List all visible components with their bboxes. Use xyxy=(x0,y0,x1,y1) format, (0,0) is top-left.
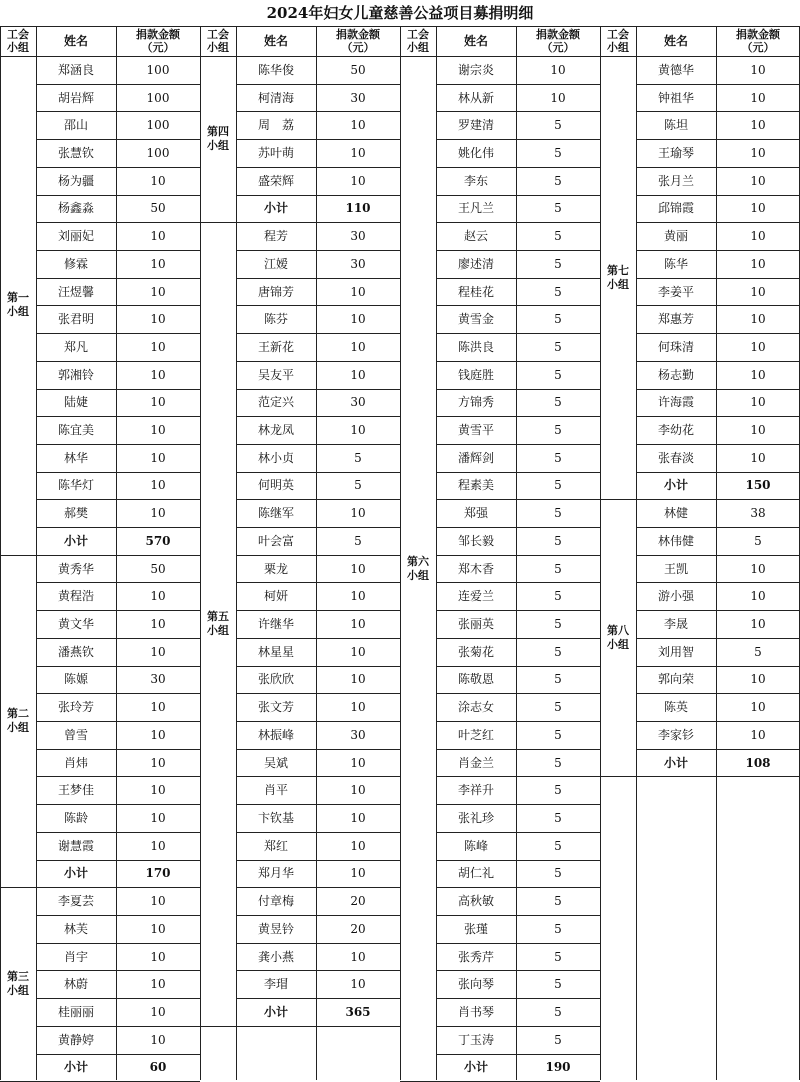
header-group: 工会 小组 xyxy=(207,28,229,54)
donor-name: 张丽英 xyxy=(457,617,494,632)
donation-amount: 5 xyxy=(554,561,562,576)
donor-name: 栗龙 xyxy=(263,561,288,576)
donation-amount: 5 xyxy=(554,506,562,521)
donor-name: 林华 xyxy=(63,450,88,465)
donor-name: 张瑾 xyxy=(463,921,488,936)
donor-name: 陈敬恩 xyxy=(457,672,494,687)
donor-name: 修霖 xyxy=(63,256,88,271)
donation-amount: 10 xyxy=(150,284,166,299)
donation-amount: 10 xyxy=(150,700,166,715)
donation-amount: 10 xyxy=(150,921,166,936)
donation-amount: 10 xyxy=(350,145,366,160)
donor-name: 程桂花 xyxy=(457,284,494,299)
donation-amount: 5 xyxy=(554,921,562,936)
donor-name: 邵山 xyxy=(63,118,88,133)
donation-amount: 10 xyxy=(150,811,166,825)
donor-name: 盛荣辉 xyxy=(257,173,294,188)
donation-amount: 10 xyxy=(150,339,166,354)
donor-name: 柯妍 xyxy=(263,589,288,604)
donor-name: 张向琴 xyxy=(457,977,494,992)
donation-amount: 10 xyxy=(750,201,766,216)
donor-name: 林龙凤 xyxy=(257,423,294,438)
donation-amount: 30 xyxy=(150,672,166,687)
donor-name: 郑月华 xyxy=(257,866,294,881)
donation-amount: 5 xyxy=(554,256,562,271)
donation-amount: 10 xyxy=(150,229,166,244)
donation-amount: 5 xyxy=(554,838,562,853)
donor-name: 林从新 xyxy=(457,90,494,105)
donation-amount: 5 xyxy=(554,145,562,160)
header-name: 姓名 xyxy=(63,33,88,48)
donor-name: 杨志勤 xyxy=(657,367,694,382)
subtotal-value: 190 xyxy=(545,1060,571,1075)
donation-amount: 5 xyxy=(554,1032,562,1047)
donor-name: 刘用智 xyxy=(657,644,694,659)
donor-name: 肖书琴 xyxy=(457,1004,494,1019)
donor-name: 张慧钦 xyxy=(57,145,94,160)
donation-amount: 10 xyxy=(550,90,566,105)
donor-name: 吴斌 xyxy=(263,755,288,770)
donation-amount: 5 xyxy=(354,533,362,548)
group-rule xyxy=(200,1026,400,1027)
donation-amount: 20 xyxy=(350,921,366,936)
donation-amount: 10 xyxy=(350,700,366,715)
donation-amount: 5 xyxy=(554,367,562,382)
donation-amount: 10 xyxy=(150,589,166,604)
donor-name: 黄丽 xyxy=(663,229,688,244)
donor-name: 陈华灯 xyxy=(57,478,94,493)
donor-name: 陈龄 xyxy=(63,811,88,825)
donor-name: 郑木香 xyxy=(457,561,494,576)
donation-amount: 10 xyxy=(350,644,366,659)
donor-name: 黄静婷 xyxy=(57,1032,94,1047)
donation-amount: 10 xyxy=(350,783,366,798)
donor-name: 林小贞 xyxy=(257,450,294,465)
header-group: 工会 小组 xyxy=(7,28,29,54)
donation-amount: 10 xyxy=(350,173,366,188)
donation-amount: 30 xyxy=(350,256,366,271)
donor-name: 李家钐 xyxy=(657,727,694,742)
donor-name: 唐锦芳 xyxy=(257,284,294,299)
donor-name: 李晟 xyxy=(663,617,688,632)
donation-amount: 5 xyxy=(554,201,562,216)
donation-amount: 10 xyxy=(750,727,766,742)
donation-amount: 10 xyxy=(750,173,766,188)
donation-amount: 10 xyxy=(150,173,166,188)
donor-name: 何明英 xyxy=(257,478,294,493)
group-label: 第三 小组 xyxy=(7,970,29,998)
donor-name: 张欣欣 xyxy=(257,672,294,687)
page-title: 2024年妇女儿童慈善公益项目募捐明细 xyxy=(266,4,534,22)
donation-amount: 5 xyxy=(554,755,562,770)
header-amount: 捐款金额 （元） xyxy=(736,28,780,54)
donation-amount: 5 xyxy=(554,617,562,632)
donation-amount: 10 xyxy=(750,700,766,715)
donor-name: 苏叶萌 xyxy=(257,145,294,160)
subtotal-label: 小计 xyxy=(263,201,288,216)
donor-name: 方锦秀 xyxy=(457,395,494,410)
donor-name: 何珠清 xyxy=(657,339,694,354)
group-label: 第六 小组 xyxy=(407,554,429,582)
donation-amount: 100 xyxy=(146,62,170,77)
donation-amount: 30 xyxy=(350,395,366,410)
donation-amount: 5 xyxy=(554,644,562,659)
donor-name: 邹长毅 xyxy=(457,533,494,548)
donor-name: 张玲芳 xyxy=(57,700,94,715)
donor-name: 陈宜美 xyxy=(57,423,94,438)
donor-name: 林星星 xyxy=(257,644,294,659)
donor-name: 张菊花 xyxy=(457,644,494,659)
subtotal-label: 小计 xyxy=(63,866,88,881)
donor-name: 高秋敏 xyxy=(457,894,494,909)
donor-name: 桂丽丽 xyxy=(57,1004,94,1019)
donor-name: 陈华俊 xyxy=(257,62,294,77)
donation-amount: 10 xyxy=(750,395,766,410)
header-name: 姓名 xyxy=(263,33,288,48)
donation-amount: 10 xyxy=(150,450,166,465)
donor-name: 王凯 xyxy=(663,561,688,576)
donor-name: 肖宇 xyxy=(63,949,88,964)
donation-amount: 10 xyxy=(750,90,766,105)
donor-name: 王凡兰 xyxy=(457,201,494,216)
donation-amount: 20 xyxy=(350,894,366,909)
group-label: 第二 小组 xyxy=(7,707,29,735)
donor-name: 许继华 xyxy=(257,617,294,632)
donation-amount: 30 xyxy=(350,229,366,244)
group-label: 第五 小组 xyxy=(207,610,229,638)
donation-amount: 10 xyxy=(150,367,166,382)
donation-amount: 10 xyxy=(550,62,566,77)
donor-name: 陈华 xyxy=(663,256,688,271)
donation-amount: 10 xyxy=(350,118,366,133)
donation-amount: 50 xyxy=(150,201,166,216)
donor-name: 黄昱钤 xyxy=(257,921,294,936)
table-column-block xyxy=(400,26,600,1080)
donor-name: 黄程浩 xyxy=(57,589,94,604)
donor-name: 陈芬 xyxy=(263,312,288,327)
group-label: 第一 小组 xyxy=(7,291,29,319)
donor-name: 张君明 xyxy=(57,312,94,327)
donation-amount: 10 xyxy=(750,312,766,327)
donation-amount: 10 xyxy=(350,589,366,604)
donation-amount: 10 xyxy=(150,644,166,659)
table-column-block xyxy=(600,26,800,1080)
donation-amount: 10 xyxy=(750,450,766,465)
donation-amount: 10 xyxy=(750,672,766,687)
donor-name: 陈洪良 xyxy=(457,339,494,354)
donation-amount: 10 xyxy=(750,62,766,77)
donation-amount: 5 xyxy=(554,229,562,244)
donor-name: 张春淡 xyxy=(657,450,694,465)
donor-name: 郑凡 xyxy=(63,339,88,354)
subtotal-value: 110 xyxy=(345,201,371,216)
donation-amount: 30 xyxy=(350,90,366,105)
donor-name: 林蔚 xyxy=(63,977,88,992)
donation-amount: 10 xyxy=(350,312,366,327)
donation-amount: 5 xyxy=(554,783,562,798)
donor-name: 郑红 xyxy=(263,838,288,853)
donor-name: 罗建清 xyxy=(457,118,494,133)
donor-name: 陆婕 xyxy=(63,395,88,410)
donor-name: 潘辉剑 xyxy=(457,450,494,465)
donation-amount: 10 xyxy=(750,256,766,271)
subtotal-label: 小计 xyxy=(463,1060,488,1075)
donor-name: 杨为疆 xyxy=(57,173,94,188)
donor-name: 陈坦 xyxy=(663,118,688,133)
donation-amount: 10 xyxy=(150,1004,166,1019)
subtotal-value: 60 xyxy=(149,1060,167,1075)
donor-name: 黄德华 xyxy=(657,62,694,77)
subtotal-label: 小计 xyxy=(63,533,88,548)
donor-name: 郑涵良 xyxy=(57,62,94,77)
donor-name: 郭湘铃 xyxy=(57,367,94,382)
donor-name: 张礼珍 xyxy=(457,811,494,825)
donation-amount: 5 xyxy=(554,339,562,354)
subtotal-label: 小计 xyxy=(263,1004,288,1019)
donation-amount: 10 xyxy=(150,423,166,438)
donor-name: 郝樊 xyxy=(63,506,88,521)
donor-name: 黄秀华 xyxy=(57,561,94,576)
subtotal-label: 小计 xyxy=(663,755,688,770)
donor-name: 谢慧霞 xyxy=(57,838,94,853)
donation-amount: 5 xyxy=(554,589,562,604)
donor-name: 肖金兰 xyxy=(457,755,494,770)
donation-amount: 10 xyxy=(350,866,366,881)
donation-amount: 10 xyxy=(750,367,766,382)
donation-amount: 5 xyxy=(554,727,562,742)
donation-amount: 5 xyxy=(554,949,562,964)
donation-amount: 5 xyxy=(554,1004,562,1019)
donation-amount: 5 xyxy=(554,450,562,465)
subtotal-value: 150 xyxy=(745,478,771,493)
donation-amount: 5 xyxy=(554,977,562,992)
header-amount: 捐款金额 （元） xyxy=(536,28,580,54)
donor-name: 林健 xyxy=(663,506,688,521)
donation-amount: 10 xyxy=(350,811,366,825)
donor-name: 陈英 xyxy=(663,700,688,715)
donor-name: 程芳 xyxy=(263,229,288,244)
donation-amount: 5 xyxy=(754,533,762,548)
table-column-block xyxy=(0,26,200,1080)
header-name: 姓名 xyxy=(663,33,688,48)
donation-amount: 10 xyxy=(150,727,166,742)
donation-amount: 10 xyxy=(150,838,166,853)
donation-amount: 5 xyxy=(354,478,362,493)
donation-amount: 100 xyxy=(146,145,170,160)
donor-name: 丁玉涛 xyxy=(457,1032,494,1047)
donation-amount: 10 xyxy=(150,894,166,909)
donor-name: 王新花 xyxy=(257,339,294,354)
donation-amount: 10 xyxy=(350,506,366,521)
donor-name: 江嫒 xyxy=(263,256,288,271)
donation-amount: 10 xyxy=(150,617,166,632)
donation-amount: 5 xyxy=(754,644,762,659)
header-group: 工会 小组 xyxy=(407,28,429,54)
donor-name: 黄文华 xyxy=(57,617,94,632)
subtotal-value: 108 xyxy=(745,755,771,770)
donor-name: 叶芝红 xyxy=(457,727,494,742)
header-amount: 捐款金额 （元） xyxy=(136,28,180,54)
donor-name: 潘燕钦 xyxy=(57,644,94,659)
subtotal-value: 365 xyxy=(345,1004,371,1019)
donor-name: 陈嫄 xyxy=(63,672,88,687)
donation-amount: 10 xyxy=(150,506,166,521)
donor-name: 肖炜 xyxy=(63,755,88,770)
donor-name: 林振峰 xyxy=(257,727,294,742)
donor-name: 卞钦基 xyxy=(257,811,294,825)
donation-amount: 5 xyxy=(354,450,362,465)
donation-amount: 5 xyxy=(554,118,562,133)
header-name: 姓名 xyxy=(463,33,488,48)
donation-amount: 10 xyxy=(750,339,766,354)
donation-amount: 5 xyxy=(554,312,562,327)
donor-name: 张文芳 xyxy=(257,700,294,715)
group-label: 第七 小组 xyxy=(607,263,629,291)
donation-amount: 10 xyxy=(350,977,366,992)
donor-name: 连爱兰 xyxy=(457,589,494,604)
donor-name: 游小强 xyxy=(657,589,694,604)
donor-name: 张秀芹 xyxy=(457,949,494,964)
donor-name: 廖述清 xyxy=(457,256,494,271)
donation-amount: 10 xyxy=(350,672,366,687)
donor-name: 许海霞 xyxy=(657,395,694,410)
header-group: 工会 小组 xyxy=(607,28,629,54)
donation-amount: 10 xyxy=(150,977,166,992)
donor-name: 黄雪平 xyxy=(457,423,494,438)
donor-name: 谢宗炎 xyxy=(457,62,494,77)
donor-name: 李幼花 xyxy=(657,423,694,438)
subtotal-label: 小计 xyxy=(663,478,688,493)
donor-name: 郑惠芳 xyxy=(657,312,694,327)
group-label: 第八 小组 xyxy=(607,623,629,651)
donation-amount: 50 xyxy=(350,62,366,77)
donation-amount: 10 xyxy=(750,617,766,632)
donation-amount: 50 xyxy=(150,561,166,576)
donor-name: 张月兰 xyxy=(657,173,694,188)
donor-name: 陈继军 xyxy=(257,506,294,521)
table-column-block xyxy=(200,26,400,1080)
donation-amount: 10 xyxy=(350,755,366,770)
donation-amount: 10 xyxy=(750,589,766,604)
donor-name: 钟祖华 xyxy=(657,90,694,105)
donation-amount: 10 xyxy=(750,284,766,299)
donation-amount: 10 xyxy=(750,229,766,244)
donation-amount: 10 xyxy=(150,478,166,493)
donor-name: 付章梅 xyxy=(257,894,294,909)
donor-name: 范定兴 xyxy=(257,395,294,410)
donation-amount: 10 xyxy=(350,561,366,576)
donor-name: 郭向荣 xyxy=(657,672,694,687)
donor-name: 王瑜琴 xyxy=(657,145,694,160)
donor-name: 肖平 xyxy=(263,783,288,798)
donation-amount: 10 xyxy=(350,339,366,354)
donation-amount: 100 xyxy=(146,90,170,105)
donation-amount: 100 xyxy=(146,118,170,133)
donation-amount: 10 xyxy=(750,118,766,133)
header-amount: 捐款金额 （元） xyxy=(336,28,380,54)
donor-name: 龚小燕 xyxy=(257,949,294,964)
donor-name: 胡仁礼 xyxy=(457,866,494,881)
donor-name: 胡岩辉 xyxy=(57,90,94,105)
donor-name: 郑强 xyxy=(463,506,488,521)
donor-name: 赵云 xyxy=(463,229,488,244)
donation-amount: 10 xyxy=(350,617,366,632)
donation-amount: 10 xyxy=(150,256,166,271)
donor-name: 李姜平 xyxy=(657,284,694,299)
donation-amount: 10 xyxy=(150,312,166,327)
donor-name: 林芙 xyxy=(63,921,88,936)
donor-name: 钱庭胜 xyxy=(457,367,494,382)
donation-amount: 5 xyxy=(554,672,562,687)
donor-name: 涂志女 xyxy=(457,700,494,715)
donation-amount: 5 xyxy=(554,284,562,299)
donation-amount: 10 xyxy=(350,284,366,299)
donation-amount: 5 xyxy=(554,478,562,493)
donor-name: 吴友平 xyxy=(257,367,294,382)
donation-amount: 10 xyxy=(350,949,366,964)
donation-amount: 30 xyxy=(350,727,366,742)
donor-name: 周 荔 xyxy=(257,118,294,133)
donor-name: 陈峰 xyxy=(463,838,488,853)
donor-name: 刘丽妃 xyxy=(57,229,94,244)
donation-amount: 10 xyxy=(150,949,166,964)
donor-name: 王梦佳 xyxy=(57,783,94,798)
donation-amount: 5 xyxy=(554,423,562,438)
subtotal-value: 570 xyxy=(145,533,171,548)
subtotal-label: 小计 xyxy=(63,1060,88,1075)
donation-amount: 10 xyxy=(150,395,166,410)
donor-name: 李东 xyxy=(463,173,488,188)
donation-amount: 10 xyxy=(750,423,766,438)
donation-amount: 5 xyxy=(554,395,562,410)
donation-amount: 10 xyxy=(150,755,166,770)
donor-name: 李瑁 xyxy=(263,977,288,992)
donation-amount: 10 xyxy=(150,783,166,798)
donor-name: 邱锦霞 xyxy=(657,201,694,216)
donation-amount: 10 xyxy=(150,1032,166,1047)
donor-name: 汪煜馨 xyxy=(57,284,94,299)
group-rule xyxy=(600,776,800,777)
donation-amount: 10 xyxy=(350,423,366,438)
donor-name: 柯清海 xyxy=(257,90,294,105)
subtotal-value: 170 xyxy=(145,866,171,881)
donation-amount: 10 xyxy=(750,561,766,576)
donor-name: 杨鑫淼 xyxy=(57,201,94,216)
donation-amount: 10 xyxy=(350,367,366,382)
donation-amount: 5 xyxy=(554,811,562,825)
donor-name: 李夏芸 xyxy=(57,894,94,909)
donation-amount: 5 xyxy=(554,533,562,548)
donor-name: 李祥升 xyxy=(457,783,494,798)
donor-name: 林伟健 xyxy=(657,533,694,548)
donor-name: 曾雪 xyxy=(63,727,88,742)
donor-name: 叶会富 xyxy=(257,533,294,548)
donation-amount: 5 xyxy=(554,894,562,909)
donor-name: 程素美 xyxy=(457,478,494,493)
donor-name: 黄雪金 xyxy=(457,312,494,327)
donation-amount: 5 xyxy=(554,173,562,188)
donor-name: 姚化伟 xyxy=(457,145,494,160)
donation-amount: 10 xyxy=(350,838,366,853)
donation-amount: 38 xyxy=(750,506,766,521)
donation-amount: 5 xyxy=(554,866,562,881)
group-label: 第四 小组 xyxy=(207,125,229,153)
donation-amount: 10 xyxy=(750,145,766,160)
donation-amount: 5 xyxy=(554,700,562,715)
